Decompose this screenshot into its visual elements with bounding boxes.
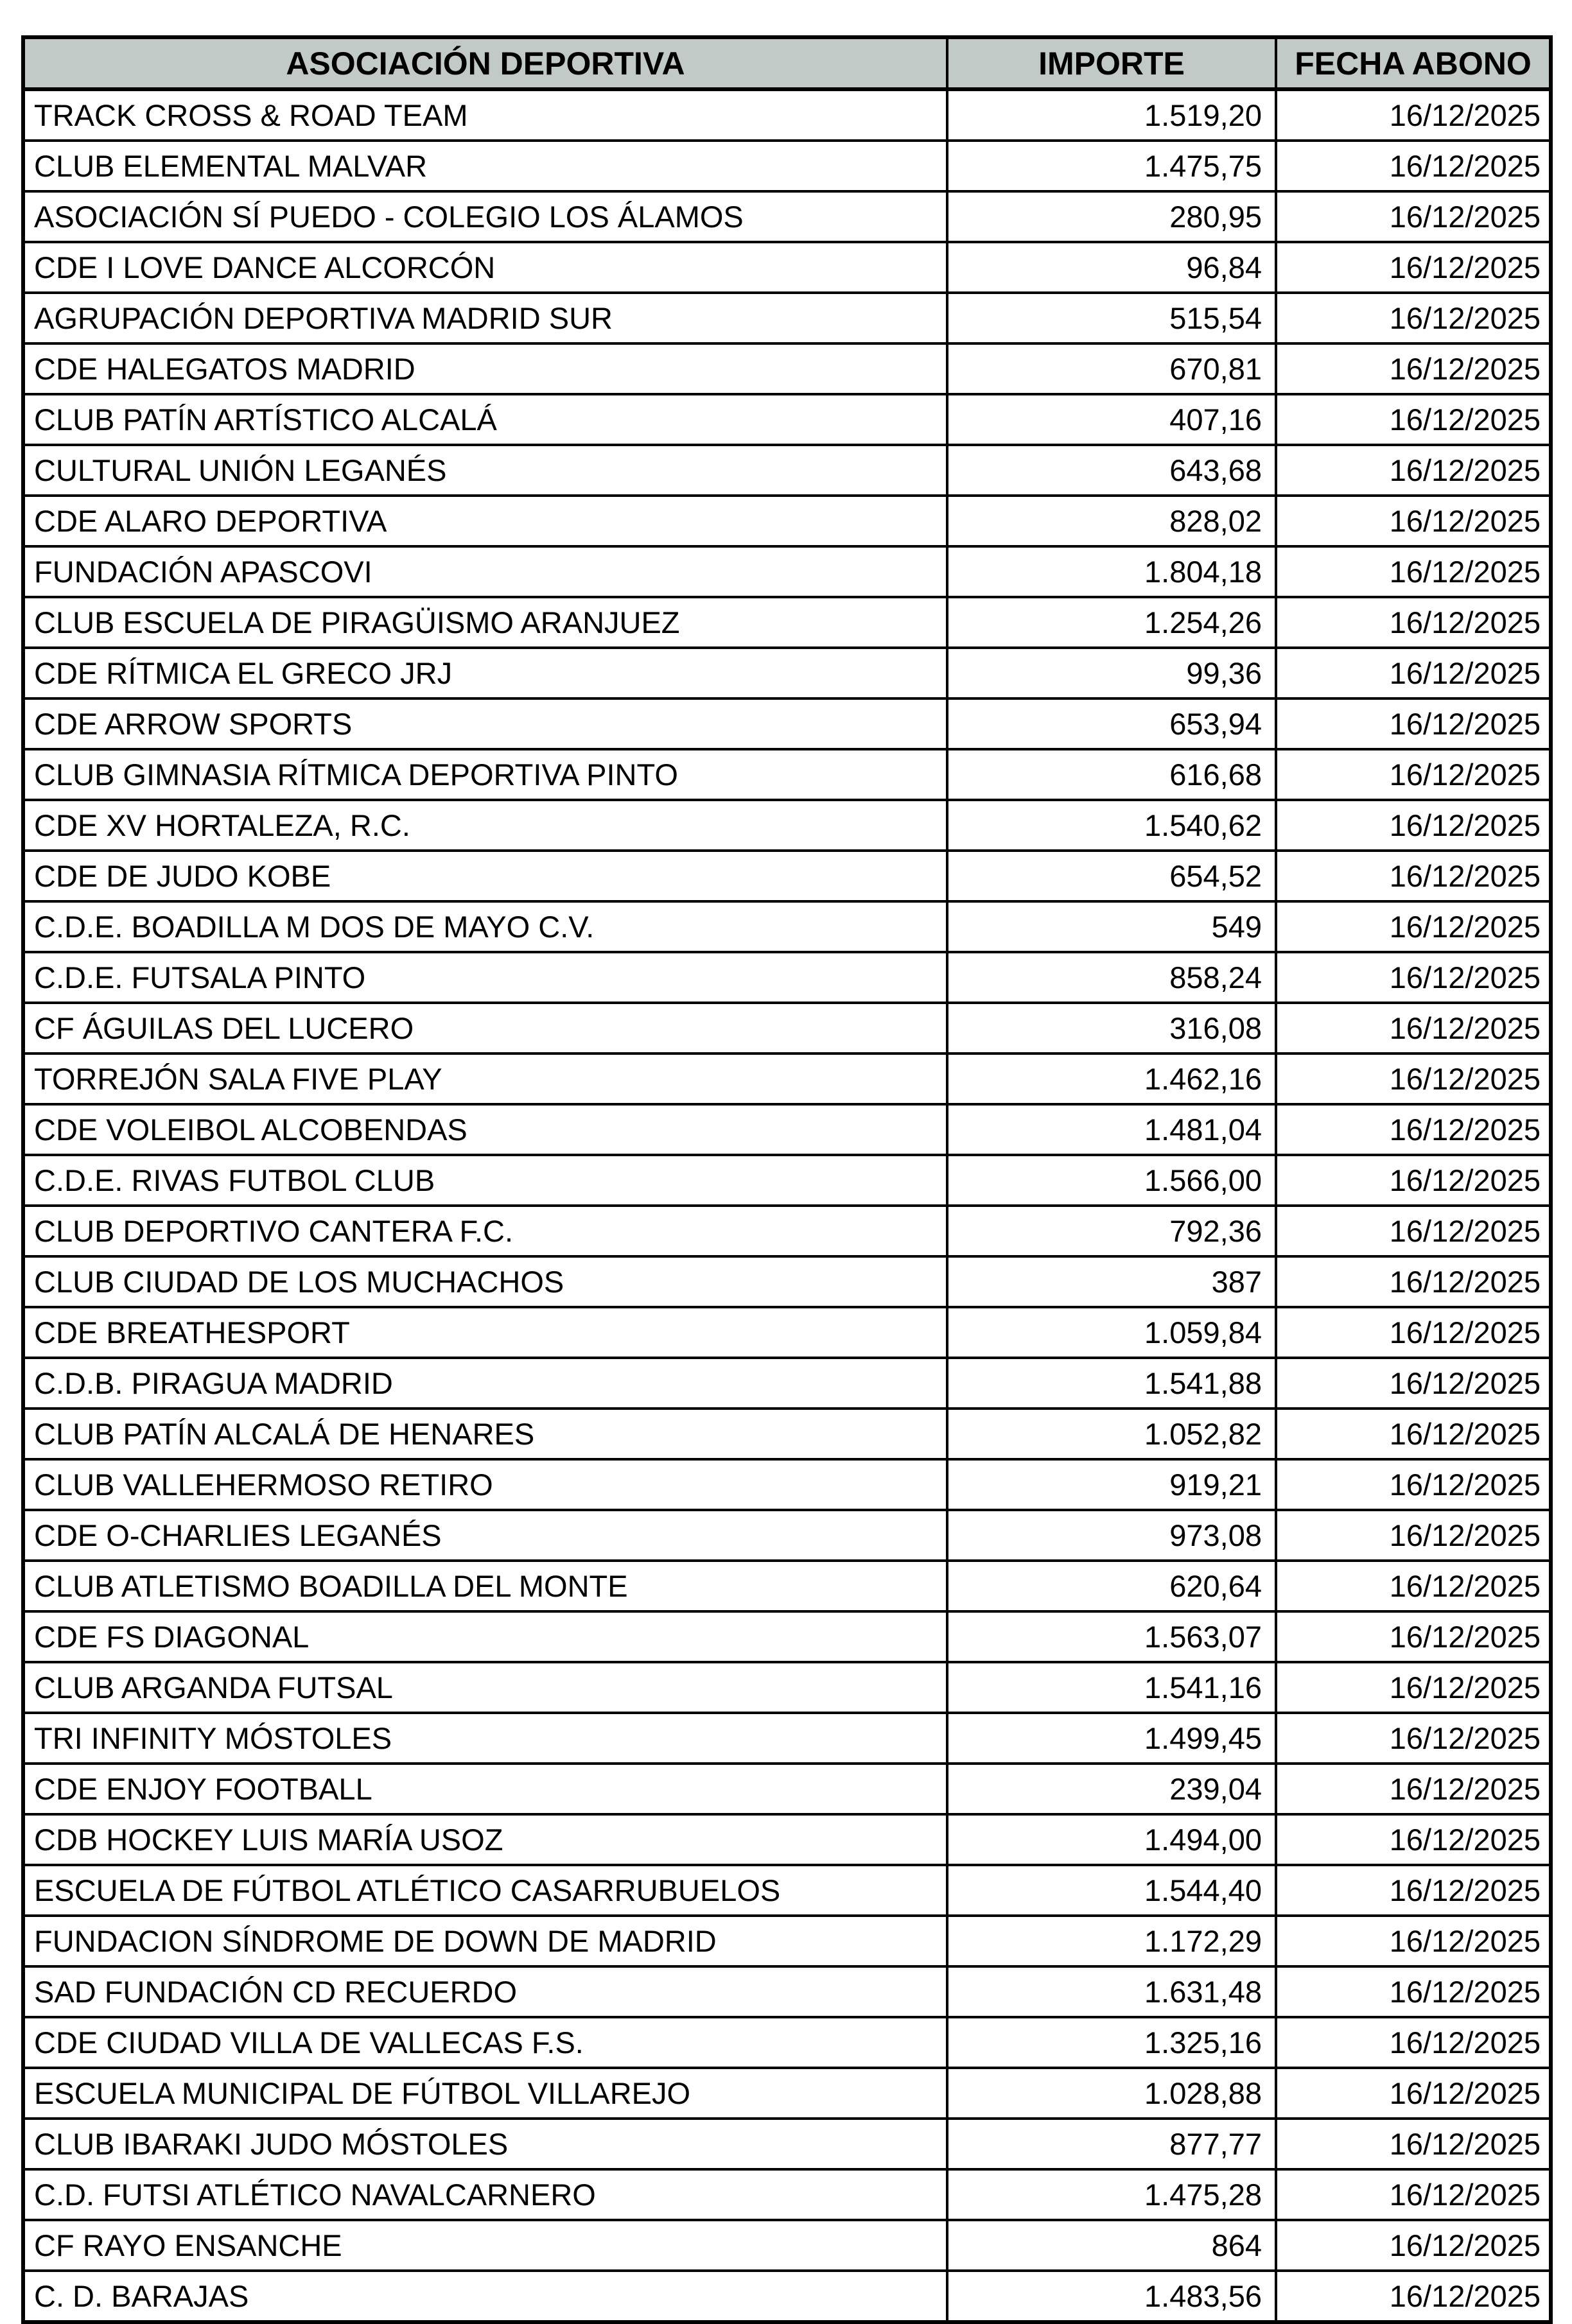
- table-row: [23, 343, 1551, 394]
- amount-cell: 239,04: [947, 1764, 1276, 1814]
- table-row: [23, 648, 1551, 698]
- table-row: [23, 1662, 1551, 1713]
- table-row: [23, 1256, 1551, 1307]
- amount-cell: 1.462,16: [947, 1054, 1276, 1104]
- association-name-cell: ASOCIACIÓN SÍ PUEDO - COLEGIO LOS ÁLAMOS: [23, 191, 947, 242]
- table-row: [23, 1611, 1551, 1662]
- amount-cell: 1.541,88: [947, 1358, 1276, 1409]
- association-name-cell: CDE O-CHARLIES LEGANÉS: [23, 1510, 947, 1561]
- amount-cell: 549: [947, 901, 1276, 952]
- amount-cell: 1.325,16: [947, 2017, 1276, 2068]
- table-row: [23, 2119, 1551, 2169]
- payment-date-cell: 16/12/2025: [1276, 2068, 1551, 2119]
- amount-cell: 1.631,48: [947, 1966, 1276, 2017]
- payment-date-cell: 16/12/2025: [1276, 1256, 1551, 1307]
- amount-cell: 1.563,07: [947, 1611, 1276, 1662]
- payment-date-cell: 16/12/2025: [1276, 1155, 1551, 1206]
- payment-date-cell: 16/12/2025: [1276, 1814, 1551, 1865]
- payment-date-cell: 16/12/2025: [1276, 1054, 1551, 1104]
- association-name-cell: CDE VOLEIBOL ALCOBENDAS: [23, 1104, 947, 1155]
- table-header: [23, 37, 1551, 89]
- payment-date-cell: 16/12/2025: [1276, 1561, 1551, 1611]
- payment-date-cell: 16/12/2025: [1276, 293, 1551, 343]
- amount-cell: 1.540,62: [947, 800, 1276, 851]
- table-row: [23, 1307, 1551, 1358]
- amount-cell: 1.494,00: [947, 1814, 1276, 1865]
- association-name-cell: CDE RÍTMICA EL GRECO JRJ: [23, 648, 947, 698]
- amount-cell: 1.566,00: [947, 1155, 1276, 1206]
- payment-date-cell: 16/12/2025: [1276, 1358, 1551, 1409]
- table-row: [23, 1003, 1551, 1054]
- payment-date-cell: 16/12/2025: [1276, 1611, 1551, 1662]
- table-row: [23, 901, 1551, 952]
- payment-date-cell: 16/12/2025: [1276, 141, 1551, 191]
- amount-cell: 515,54: [947, 293, 1276, 343]
- payment-date-cell: 16/12/2025: [1276, 1713, 1551, 1764]
- payment-date-cell: 16/12/2025: [1276, 1206, 1551, 1256]
- payment-date-cell: 16/12/2025: [1276, 698, 1551, 749]
- amount-cell: 858,24: [947, 952, 1276, 1003]
- payments-table: [21, 35, 1553, 2324]
- association-name-cell: CDE DE JUDO KOBE: [23, 851, 947, 901]
- association-name-cell: CDB HOCKEY LUIS MARÍA USOZ: [23, 1814, 947, 1865]
- amount-cell: 1.499,45: [947, 1713, 1276, 1764]
- table-row: [23, 2017, 1551, 2068]
- amount-cell: 653,94: [947, 698, 1276, 749]
- payment-date-cell: 16/12/2025: [1276, 1003, 1551, 1054]
- table-body: [23, 89, 1551, 2322]
- association-name-cell: CDE BREATHESPORT: [23, 1307, 947, 1358]
- amount-cell: 1.475,75: [947, 141, 1276, 191]
- payment-date-cell: 16/12/2025: [1276, 496, 1551, 546]
- table-row: [23, 800, 1551, 851]
- payment-date-cell: 16/12/2025: [1276, 1409, 1551, 1459]
- table-row: [23, 2068, 1551, 2119]
- header-fecha-abono: FECHA ABONO: [1276, 37, 1551, 89]
- amount-cell: 1.172,29: [947, 1916, 1276, 1966]
- payment-date-cell: 16/12/2025: [1276, 2119, 1551, 2169]
- table-row: [23, 597, 1551, 648]
- table-row: [23, 1966, 1551, 2017]
- association-name-cell: ESCUELA DE FÚTBOL ATLÉTICO CASARRUBUELOS: [23, 1865, 947, 1916]
- amount-cell: 1.519,20: [947, 89, 1276, 141]
- association-name-cell: CLUB ATLETISMO BOADILLA DEL MONTE: [23, 1561, 947, 1611]
- payment-date-cell: 16/12/2025: [1276, 394, 1551, 445]
- payment-date-cell: 16/12/2025: [1276, 445, 1551, 496]
- amount-cell: 1.804,18: [947, 546, 1276, 597]
- association-name-cell: FUNDACIÓN APASCOVI: [23, 546, 947, 597]
- payment-date-cell: 16/12/2025: [1276, 242, 1551, 293]
- table-row: [23, 2169, 1551, 2220]
- payment-date-cell: 16/12/2025: [1276, 1459, 1551, 1510]
- payment-date-cell: 16/12/2025: [1276, 1916, 1551, 1966]
- amount-cell: 96,84: [947, 242, 1276, 293]
- association-name-cell: C.D.E. RIVAS FUTBOL CLUB: [23, 1155, 947, 1206]
- table-row: [23, 445, 1551, 496]
- table-row: [23, 1358, 1551, 1409]
- amount-cell: 1.028,88: [947, 2068, 1276, 2119]
- payment-date-cell: 16/12/2025: [1276, 1662, 1551, 1713]
- amount-cell: 864: [947, 2220, 1276, 2271]
- payment-date-cell: 16/12/2025: [1276, 546, 1551, 597]
- association-name-cell: CDE XV HORTALEZA, R.C.: [23, 800, 947, 851]
- association-name-cell: CLUB VALLEHERMOSO RETIRO: [23, 1459, 947, 1510]
- payment-date-cell: 16/12/2025: [1276, 1865, 1551, 1916]
- association-name-cell: CLUB DEPORTIVO CANTERA F.C.: [23, 1206, 947, 1256]
- table-row: [23, 1459, 1551, 1510]
- association-name-cell: CDE I LOVE DANCE ALCORCÓN: [23, 242, 947, 293]
- table-row: [23, 1155, 1551, 1206]
- table-row: [23, 546, 1551, 597]
- association-name-cell: CLUB CIUDAD DE LOS MUCHACHOS: [23, 1256, 947, 1307]
- payment-date-cell: 16/12/2025: [1276, 648, 1551, 698]
- table-row: [23, 89, 1551, 141]
- table-row: [23, 749, 1551, 800]
- amount-cell: 1.483,56: [947, 2271, 1276, 2322]
- table-row: [23, 1510, 1551, 1561]
- table-row: [23, 1206, 1551, 1256]
- association-name-cell: C.D. FUTSI ATLÉTICO NAVALCARNERO: [23, 2169, 947, 2220]
- association-name-cell: CDE CIUDAD VILLA DE VALLECAS F.S.: [23, 2017, 947, 2068]
- association-name-cell: ESCUELA MUNICIPAL DE FÚTBOL VILLAREJO: [23, 2068, 947, 2119]
- payment-date-cell: 16/12/2025: [1276, 1307, 1551, 1358]
- payment-date-cell: 16/12/2025: [1276, 89, 1551, 141]
- amount-cell: 877,77: [947, 2119, 1276, 2169]
- amount-cell: 1.544,40: [947, 1865, 1276, 1916]
- association-name-cell: CLUB IBARAKI JUDO MÓSTOLES: [23, 2119, 947, 2169]
- association-name-cell: TRI INFINITY MÓSTOLES: [23, 1713, 947, 1764]
- payment-date-cell: 16/12/2025: [1276, 343, 1551, 394]
- amount-cell: 1.481,04: [947, 1104, 1276, 1155]
- association-name-cell: SAD FUNDACIÓN CD RECUERDO: [23, 1966, 947, 2017]
- association-name-cell: FUNDACION SÍNDROME DE DOWN DE MADRID: [23, 1916, 947, 1966]
- payment-date-cell: 16/12/2025: [1276, 2169, 1551, 2220]
- table-row: [23, 1916, 1551, 1966]
- association-name-cell: CF RAYO ENSANCHE: [23, 2220, 947, 2271]
- amount-cell: 654,52: [947, 851, 1276, 901]
- table-row: [23, 141, 1551, 191]
- association-name-cell: CLUB GIMNASIA RÍTMICA DEPORTIVA PINTO: [23, 749, 947, 800]
- table-row: [23, 394, 1551, 445]
- table-row: [23, 242, 1551, 293]
- table-row: [23, 1865, 1551, 1916]
- amount-cell: 316,08: [947, 1003, 1276, 1054]
- amount-cell: 670,81: [947, 343, 1276, 394]
- table-row: [23, 2271, 1551, 2322]
- association-name-cell: C.D.B. PIRAGUA MADRID: [23, 1358, 947, 1409]
- payment-date-cell: 16/12/2025: [1276, 191, 1551, 242]
- amount-cell: 1.052,82: [947, 1409, 1276, 1459]
- association-name-cell: AGRUPACIÓN DEPORTIVA MADRID SUR: [23, 293, 947, 343]
- association-name-cell: CDE ALARO DEPORTIVA: [23, 496, 947, 546]
- association-name-cell: CLUB PATÍN ARTÍSTICO ALCALÁ: [23, 394, 947, 445]
- table-row: [23, 952, 1551, 1003]
- table-row: [23, 1764, 1551, 1814]
- payment-date-cell: 16/12/2025: [1276, 1104, 1551, 1155]
- payment-date-cell: 16/12/2025: [1276, 1764, 1551, 1814]
- association-name-cell: CLUB ELEMENTAL MALVAR: [23, 141, 947, 191]
- payment-date-cell: 16/12/2025: [1276, 2017, 1551, 2068]
- association-name-cell: CLUB ESCUELA DE PIRAGÜISMO ARANJUEZ: [23, 597, 947, 648]
- amount-cell: 919,21: [947, 1459, 1276, 1510]
- table-row: [23, 1561, 1551, 1611]
- payment-date-cell: 16/12/2025: [1276, 851, 1551, 901]
- table-row: [23, 1054, 1551, 1104]
- table-row: [23, 698, 1551, 749]
- payment-date-cell: 16/12/2025: [1276, 2271, 1551, 2322]
- amount-cell: 1.059,84: [947, 1307, 1276, 1358]
- association-name-cell: CLUB ARGANDA FUTSAL: [23, 1662, 947, 1713]
- payment-date-cell: 16/12/2025: [1276, 749, 1551, 800]
- header-importe: IMPORTE: [947, 37, 1276, 89]
- table-row: [23, 1409, 1551, 1459]
- amount-cell: 1.475,28: [947, 2169, 1276, 2220]
- association-name-cell: C. D. BARAJAS: [23, 2271, 947, 2322]
- table-row: [23, 2220, 1551, 2271]
- amount-cell: 620,64: [947, 1561, 1276, 1611]
- payment-date-cell: 16/12/2025: [1276, 901, 1551, 952]
- association-name-cell: CDE FS DIAGONAL: [23, 1611, 947, 1662]
- association-name-cell: C.D.E. BOADILLA M DOS DE MAYO C.V.: [23, 901, 947, 952]
- amount-cell: 99,36: [947, 648, 1276, 698]
- amount-cell: 407,16: [947, 394, 1276, 445]
- association-name-cell: CDE HALEGATOS MADRID: [23, 343, 947, 394]
- amount-cell: 828,02: [947, 496, 1276, 546]
- table-row: [23, 1713, 1551, 1764]
- table-row: [23, 496, 1551, 546]
- amount-cell: 643,68: [947, 445, 1276, 496]
- amount-cell: 280,95: [947, 191, 1276, 242]
- association-name-cell: TORREJÓN SALA FIVE PLAY: [23, 1054, 947, 1104]
- amount-cell: 616,68: [947, 749, 1276, 800]
- payment-date-cell: 16/12/2025: [1276, 1510, 1551, 1561]
- table-row: [23, 1104, 1551, 1155]
- amount-cell: 973,08: [947, 1510, 1276, 1561]
- table-row: [23, 293, 1551, 343]
- association-name-cell: CDE ARROW SPORTS: [23, 698, 947, 749]
- association-name-cell: C.D.E. FUTSALA PINTO: [23, 952, 947, 1003]
- amount-cell: 1.541,16: [947, 1662, 1276, 1713]
- header-row: [23, 37, 1551, 89]
- table-row: [23, 191, 1551, 242]
- association-name-cell: TRACK CROSS & ROAD TEAM: [23, 89, 947, 141]
- header-asociacion-deportiva: ASOCIACIÓN DEPORTIVA: [23, 37, 947, 89]
- association-name-cell: CULTURAL UNIÓN LEGANÉS: [23, 445, 947, 496]
- amount-cell: 1.254,26: [947, 597, 1276, 648]
- payment-date-cell: 16/12/2025: [1276, 952, 1551, 1003]
- association-name-cell: CLUB PATÍN ALCALÁ DE HENARES: [23, 1409, 947, 1459]
- payment-date-cell: 16/12/2025: [1276, 800, 1551, 851]
- payment-date-cell: 16/12/2025: [1276, 2220, 1551, 2271]
- amount-cell: 792,36: [947, 1206, 1276, 1256]
- table-row: [23, 851, 1551, 901]
- association-name-cell: CDE ENJOY FOOTBALL: [23, 1764, 947, 1814]
- table-row: [23, 1814, 1551, 1865]
- payment-date-cell: 16/12/2025: [1276, 597, 1551, 648]
- amount-cell: 387: [947, 1256, 1276, 1307]
- association-name-cell: CF ÁGUILAS DEL LUCERO: [23, 1003, 947, 1054]
- payment-date-cell: 16/12/2025: [1276, 1966, 1551, 2017]
